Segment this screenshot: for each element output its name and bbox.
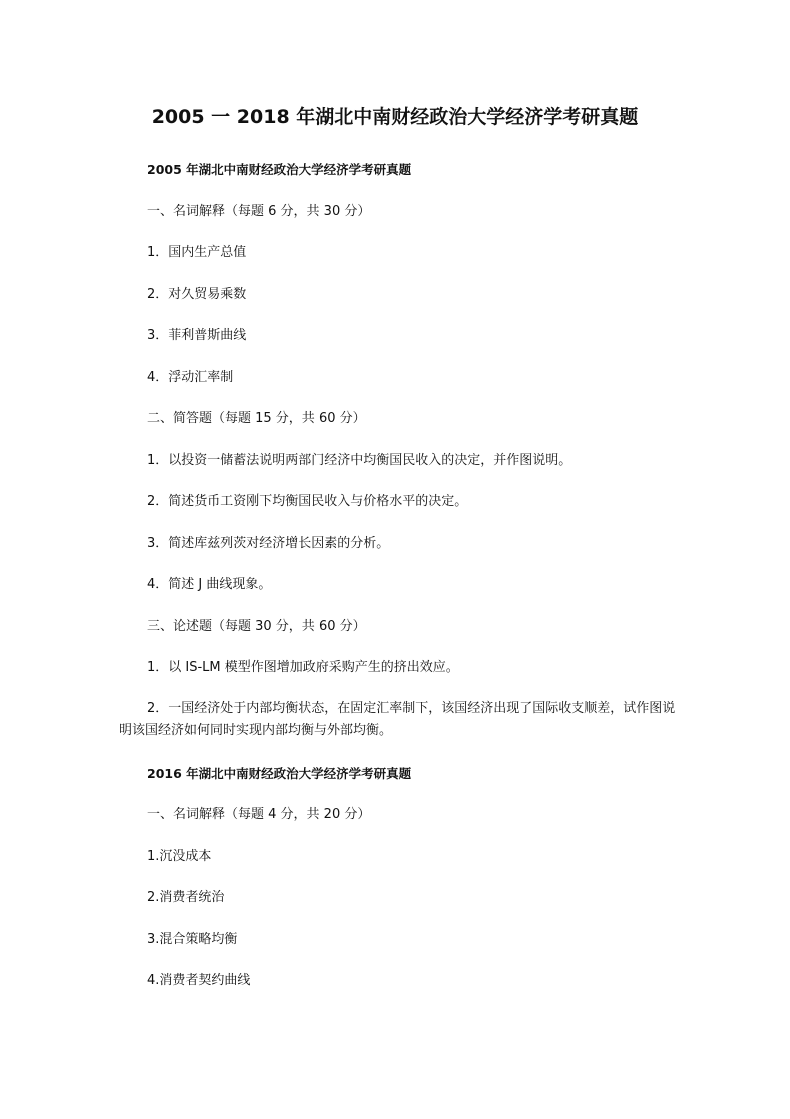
section-1-title: 一、名词解释（每题 6 分，共 30 分） — [147, 204, 371, 219]
section-3-title: 三、论述题（每题 30 分，共 60 分） — [147, 619, 366, 634]
section-1-item: 4．浮动汇率制 — [147, 370, 234, 385]
section-1-title: 一、名词解释（每题 4 分，共 20 分） — [147, 807, 371, 822]
section-1-item: 3.混合策略均衡 — [147, 932, 238, 947]
exam-2016-heading: 2016 年湖北中南财经政治大学经济学考研真题 — [147, 766, 412, 781]
section-1-item: 1.沉没成本 — [147, 849, 212, 864]
section-2-item: 4．简述 J 曲线现象。 — [147, 577, 272, 592]
section-2-item: 2．简述货币工资刚下均衡国民收入与价格水平的决定。 — [147, 494, 468, 509]
section-1-item: 4.消费者契约曲线 — [147, 973, 251, 988]
section-2-item: 3．简述库兹列茨对经济增长因素的分析。 — [147, 536, 390, 551]
section-1-item: 3．菲利普斯曲线 — [147, 328, 247, 343]
section-1-item: 2．对久贸易乘数 — [147, 287, 247, 302]
section-2-item: 1．以投资一储蓄法说明两部门经济中均衡国民收入的决定，并作图说明。 — [147, 453, 572, 468]
section-2-title: 二、简答题（每题 15 分，共 60 分） — [147, 411, 366, 426]
section-3-item-wrapped: 2．一国经济处于内部均衡状态，在固定汇率制下，该国经济出现了国际收支顺差，试作图说明该国经济如何同时实现内部均衡与外部均衡。 — [119, 701, 676, 738]
section-1-item: 1．国内生产总值 — [147, 245, 247, 260]
section-3-item: 1．以 IS-LM 模型作图增加政府采购产生的挤出效应。 — [147, 660, 459, 675]
page-title: 2005 一 2018 年湖北中南财经政治大学经济学考研真题 — [151, 106, 639, 128]
section-1-item: 2.消费者统治 — [147, 890, 225, 905]
exam-2005-heading: 2005 年湖北中南财经政治大学经济学考研真题 — [147, 162, 412, 177]
